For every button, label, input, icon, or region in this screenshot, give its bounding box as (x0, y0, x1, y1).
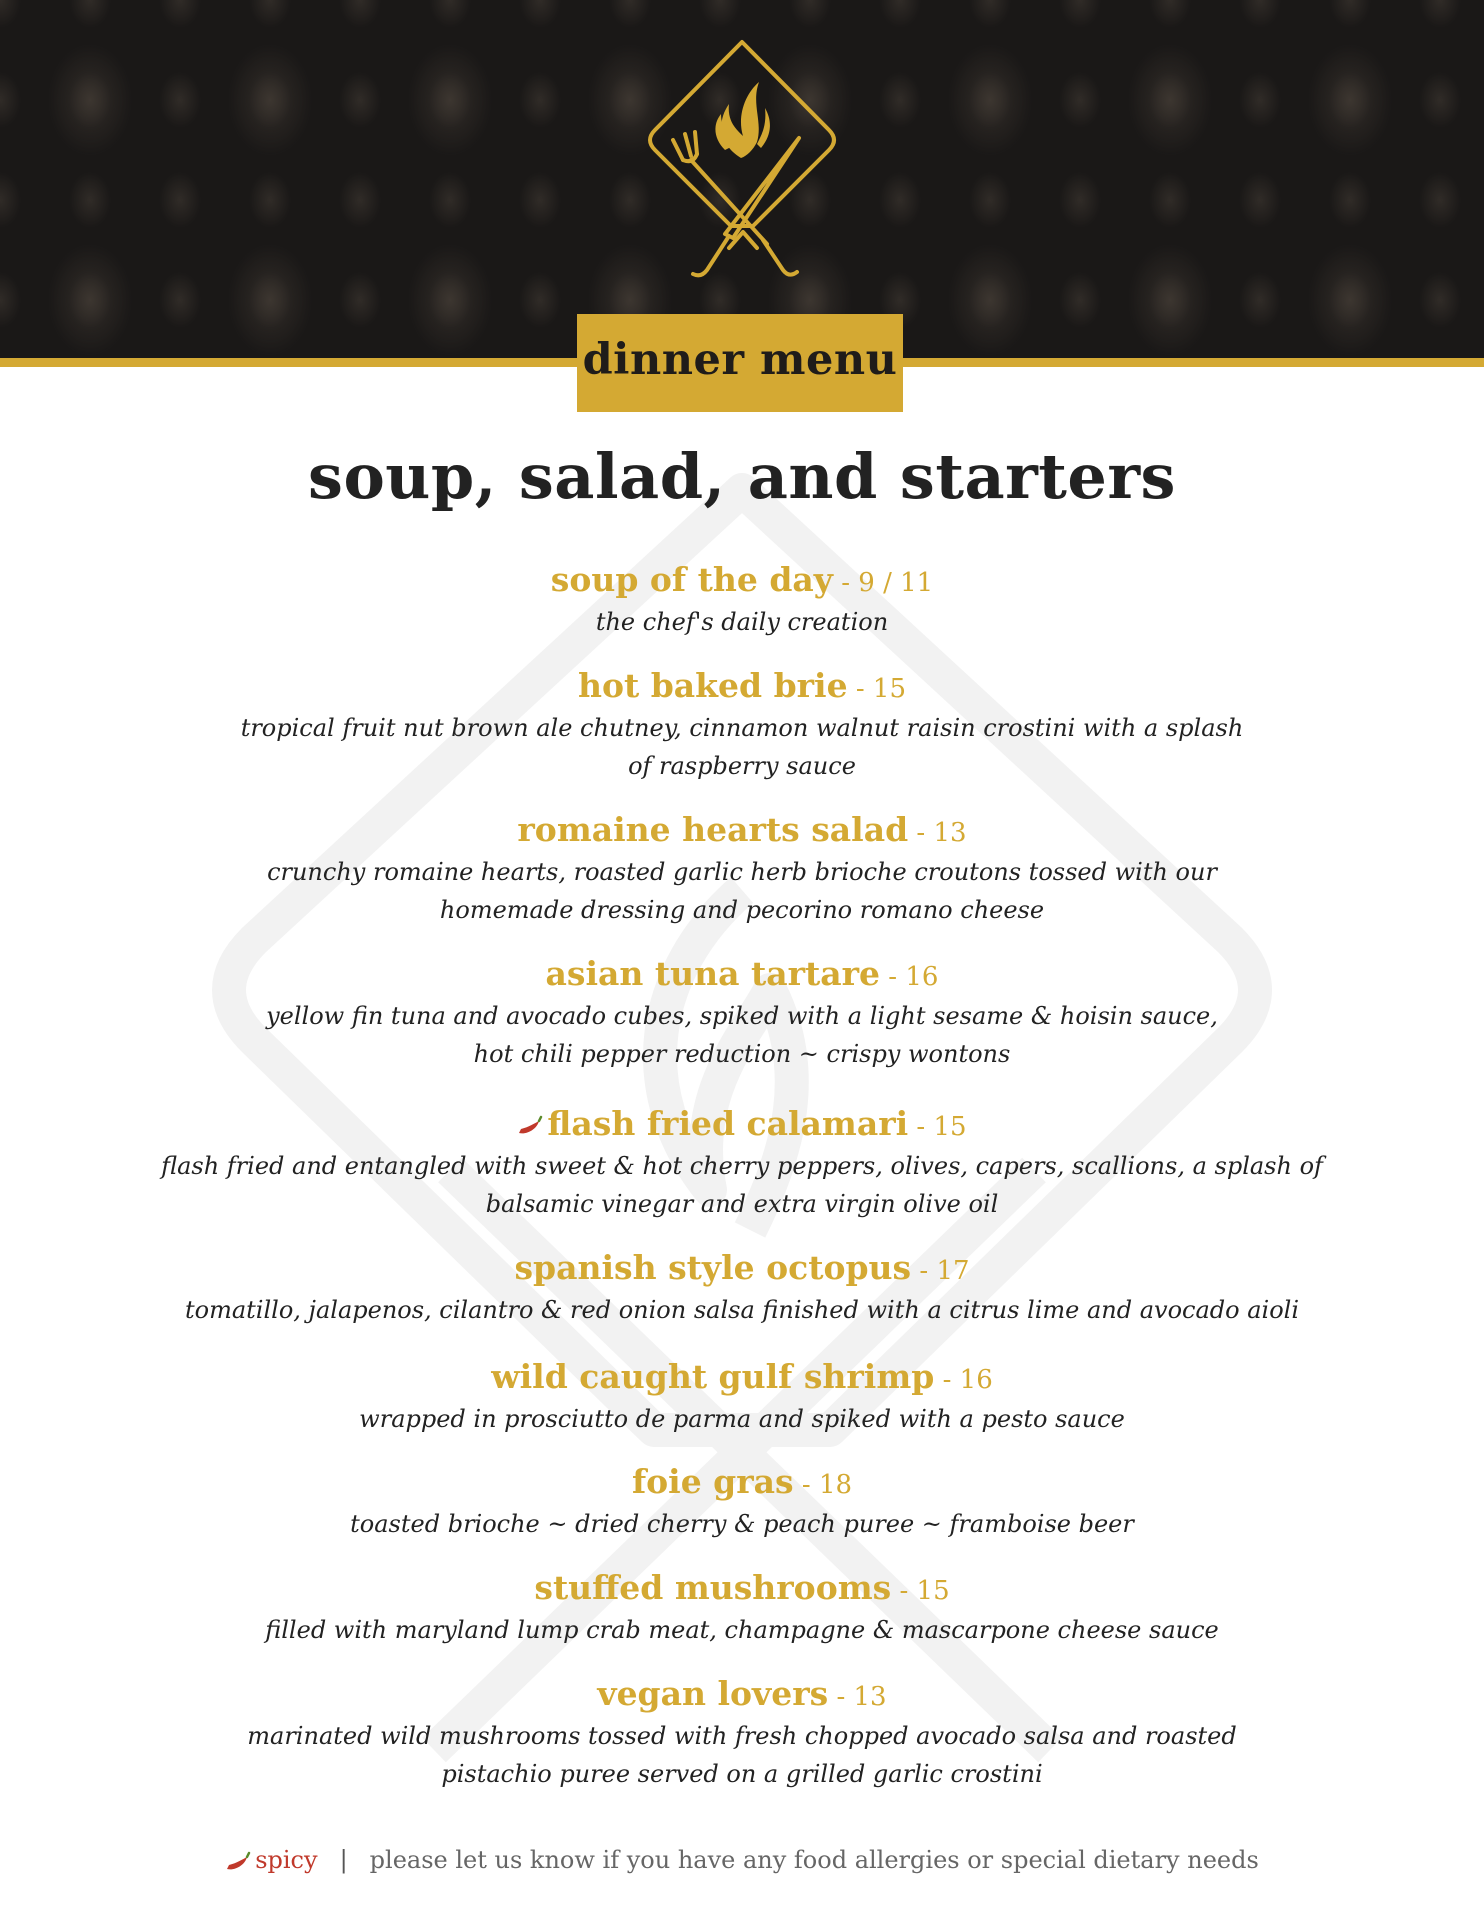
menu-item-heading (0, 666, 1484, 709)
menu-item-description: tomatillo, jalapenos, cilantro & red onion salsa finished with a citrus lime and avocado aioli (184, 1296, 1300, 1324)
menu-item-description: wrapped in prosciutto de parma and spiked with a pesto sauce (359, 1405, 1125, 1433)
menu-item-description: pistachio puree served on a grilled garlic crostini (441, 1760, 1043, 1788)
price-separator: - (828, 1682, 854, 1712)
footer-note (0, 1846, 1484, 1874)
menu-item-heading (0, 1104, 1484, 1147)
menu-item-description: of raspberry sauce (628, 752, 856, 780)
menu-item-heading (0, 1248, 1484, 1291)
menu-item-heading (0, 810, 1484, 853)
menu-item-name: spanish style octopus (514, 1248, 912, 1287)
price-separator: - (891, 1576, 917, 1606)
menu-item-description: toasted brioche ~ dried cherry & peach puree ~ framboise beer (350, 1510, 1134, 1538)
menu-item-heading (0, 954, 1484, 997)
menu-item-name: vegan lovers (597, 1674, 829, 1713)
menu-item-price: 9 / 11 (858, 568, 934, 598)
menu-item-heading (0, 1462, 1484, 1505)
menu-item-description: hot chili pepper reduction ~ crispy wontons (473, 1040, 1011, 1068)
menu-item-name: foie gras (631, 1462, 794, 1501)
menu-item (0, 810, 1484, 929)
section-title: soup, salad, and starters (308, 440, 1176, 513)
menu-item-price: 17 (936, 1256, 970, 1286)
menu-item-name: soup of the day (550, 560, 833, 599)
menu-item-price: 13 (853, 1682, 887, 1712)
menu-item-name: stuffed mushrooms (534, 1568, 892, 1607)
chili-pepper-icon (225, 1851, 251, 1873)
menu-item-description: marinated wild mushrooms tossed with fresh chopped avocado salsa and roasted (247, 1722, 1237, 1750)
menu-item-name: flash fried calamari (547, 1104, 909, 1143)
menu-item-description: yellow fin tuna and avocado cubes, spiked with a light sesame & hoisin sauce, (266, 1002, 1218, 1030)
menu-item (0, 560, 1484, 641)
menu-item (0, 1674, 1484, 1793)
footer-divider: | (339, 1846, 348, 1874)
menu-item-name: asian tuna tartare (545, 954, 881, 993)
menu-item-price: 13 (933, 818, 967, 848)
menu-item-heading (0, 560, 1484, 603)
price-separator: - (832, 568, 859, 598)
menu-item-description: tropical fruit nut brown ale chutney, cinnamon walnut raisin crostini with a splash (240, 714, 1244, 742)
menu-item-description: the chef's daily creation (595, 608, 889, 636)
menu-item (0, 1462, 1484, 1543)
menu-item-price: 15 (916, 1576, 950, 1606)
price-separator: - (847, 674, 873, 704)
menu-item-price: 15 (933, 1112, 967, 1142)
price-separator: - (793, 1470, 819, 1500)
spicy-legend-label: spicy (255, 1846, 318, 1874)
menu-item (0, 1248, 1484, 1329)
menu-item (0, 1104, 1484, 1223)
menu-item-name: hot baked brie (577, 666, 848, 705)
menu-item (0, 954, 1484, 1073)
menu-item-description: homemade dressing and pecorino romano cheese (439, 896, 1045, 924)
menu-title-badge (577, 314, 903, 412)
menu-item-price: 16 (905, 962, 939, 992)
menu-item-heading (0, 1357, 1484, 1400)
restaurant-logo-icon (633, 38, 851, 298)
menu-item-name: romaine hearts salad (517, 810, 909, 849)
price-separator: - (911, 1256, 937, 1286)
menu-item (0, 1357, 1484, 1438)
menu-item-description: balsamic vinegar and extra virgin olive oil (485, 1190, 999, 1218)
menu-item-description: flash fried and entangled with sweet & hot cherry peppers, olives, capers, scallions, a splash of (161, 1152, 1323, 1180)
chili-pepper-icon (517, 1115, 543, 1137)
menu-item-price: 16 (959, 1365, 993, 1395)
menu-item-heading (0, 1568, 1484, 1611)
menu-item (0, 666, 1484, 785)
price-separator: - (934, 1365, 960, 1395)
menu-item (0, 1568, 1484, 1649)
menu-title: dinner menu (582, 335, 898, 385)
price-separator: - (908, 818, 934, 848)
menu-item-description: filled with maryland lump crab meat, champagne & mascarpone cheese sauce (265, 1616, 1219, 1644)
allergy-note: please let us know if you have any food allergies or special dietary needs (369, 1846, 1259, 1874)
menu-item-name: wild caught gulf shrimp (491, 1357, 935, 1396)
menu-item-heading (0, 1674, 1484, 1717)
menu-item-price: 18 (818, 1470, 853, 1500)
menu-item-price: 15 (872, 674, 907, 704)
menu-item-description: crunchy romaine hearts, roasted garlic herb brioche croutons tossed with our (267, 858, 1217, 886)
price-separator: - (880, 962, 906, 992)
price-separator: - (908, 1112, 934, 1142)
